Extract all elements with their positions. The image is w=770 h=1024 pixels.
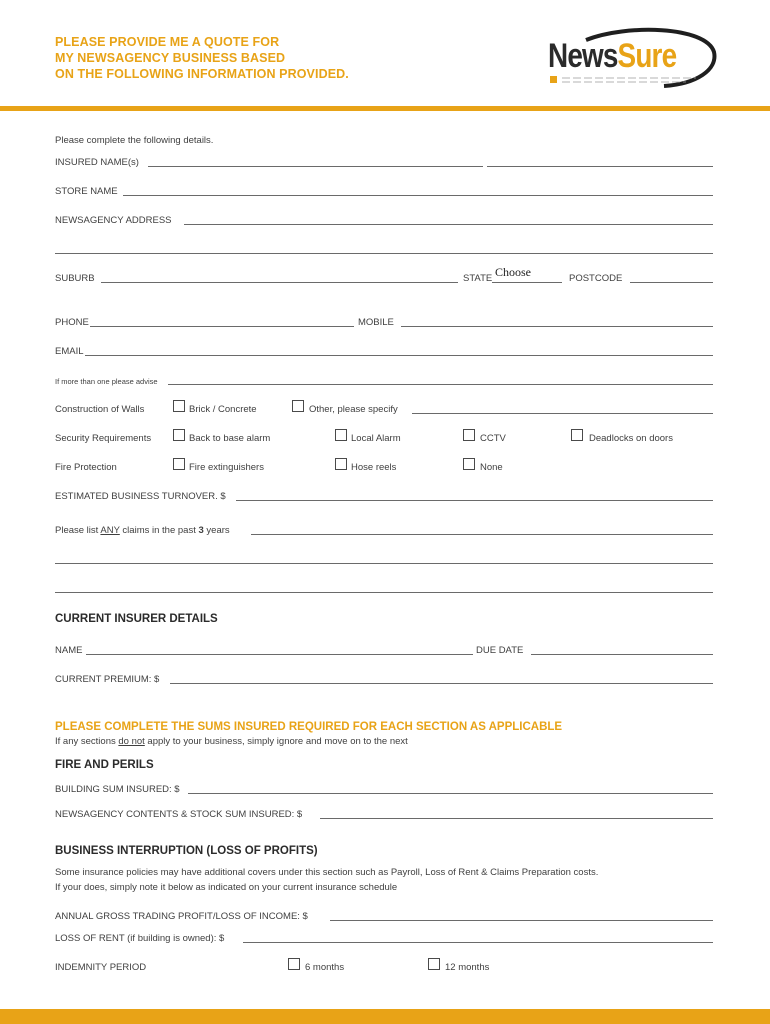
form-title [55,34,349,82]
phone-field[interactable] [90,326,354,327]
insured-names-label: INSURED NAME(s) [55,157,139,168]
email-note: If more than one please advise [55,377,158,386]
state-select-value[interactable]: Choose [495,265,531,279]
insured-names-field-2[interactable] [487,166,713,167]
email-label: EMAIL [55,346,84,357]
hose-reels-label: Hose reels [351,462,397,473]
postcode-field[interactable] [630,282,713,283]
twelve-months-label: 12 months [445,962,490,973]
building-sum-field[interactable] [188,793,713,794]
local-alarm-label: Local Alarm [351,433,401,444]
construction-label: Construction of Walls [55,404,145,415]
insurer-name-label: NAME [55,645,83,656]
gross-profit-field[interactable] [330,920,713,921]
email-extra-field[interactable] [168,384,713,385]
intro-text: Please complete the following details. [55,135,214,146]
address-label: NEWSAGENCY ADDRESS [55,215,172,226]
fire-perils-heading: FIRE AND PERILS [55,759,154,771]
bi-note-2: If your does, simply note it below as indicated on your current insurance schedule [55,882,398,893]
claims-label [55,525,230,536]
logo-sure-text: Sure [617,37,677,75]
turnover-label: ESTIMATED BUSINESS TURNOVER. $ [55,491,226,502]
cctv-label: CCTV [480,433,506,444]
address-field-1[interactable] [184,224,713,225]
header-divider [0,106,770,111]
claims-suffix: years [203,525,230,536]
postcode-label: POSTCODE [569,273,623,284]
phone-label: PHONE [55,317,89,328]
claims-years-number: 3 [198,525,204,536]
claims-prefix: Please list [55,525,101,536]
title-line-3: ON THE FOLLOWING INFORMATION PROVIDED. [55,67,349,81]
sums-note-suffix: apply to your business, simply ignore and move on to the next [144,736,408,747]
sums-note-prefix: If any sections [55,736,119,747]
indemnity-period-label: INDEMNITY PERIOD [55,962,147,973]
fire-extinguishers-checkbox[interactable] [173,458,185,470]
store-name-field[interactable] [123,195,713,196]
sums-insured-heading: PLEASE COMPLETE THE SUMS INSURED REQUIRED FOR EACH SECTION AS APPLICABLE [55,721,563,733]
gross-profit-label: ANNUAL GROSS TRADING PROFIT/LOSS OF INCOME: $ [55,911,308,922]
six-months-label: 6 months [305,962,345,973]
sums-insured-note [55,736,408,747]
deadlocks-label: Deadlocks on doors [589,433,673,444]
building-sum-label: BUILDING SUM INSURED: $ [55,784,180,795]
six-months-checkbox[interactable] [288,958,300,970]
footer-bar [0,1009,770,1024]
title-line-1: PLEASE PROVIDE ME A QUOTE FOR [55,35,280,49]
title-line-2: MY NEWSAGENCY BUSINESS BASED [55,51,286,65]
business-interruption-heading: BUSINESS INTERRUPTION (LOSS OF PROFITS) [55,845,318,857]
fire-protection-label: Fire Protection [55,462,117,473]
state-select[interactable] [492,282,562,283]
insurer-name-field[interactable] [86,654,473,655]
cctv-checkbox[interactable] [463,429,475,441]
premium-field[interactable] [170,683,713,684]
due-date-field[interactable] [531,654,713,655]
email-field[interactable] [85,355,713,356]
mobile-label: MOBILE [358,317,394,328]
fire-extinguishers-label: Fire extinguishers [189,462,264,473]
claims-field-2[interactable] [55,563,713,564]
loss-of-rent-label: LOSS OF RENT (if building is owned): $ [55,933,225,944]
insured-names-field-1[interactable] [148,166,483,167]
bi-note-1: Some insurance policies may have additional covers under this section such as Payroll, Loss of Rent & Claims Preparation costs. [55,867,599,878]
local-alarm-checkbox[interactable] [335,429,347,441]
newssure-logo [546,26,718,92]
logo-news-text: News [548,37,618,75]
back-to-base-alarm-checkbox[interactable] [173,429,185,441]
due-date-label: DUE DATE [476,645,524,656]
loss-of-rent-field[interactable] [243,942,713,943]
store-name-label: STORE NAME [55,186,118,197]
other-walls-checkbox[interactable] [292,400,304,412]
claims-field-1[interactable] [251,534,713,535]
address-field-2[interactable] [55,253,713,254]
premium-label: CURRENT PREMIUM: $ [55,674,160,685]
other-walls-field[interactable] [412,413,713,414]
brick-concrete-checkbox[interactable] [173,400,185,412]
none-checkbox[interactable] [463,458,475,470]
state-label: STATE [463,273,493,284]
suburb-label: SUBURB [55,273,95,284]
other-walls-label: Other, please specify [309,404,398,415]
turnover-field[interactable] [236,500,713,501]
claims-middle: claims in the past [119,525,199,536]
mobile-field[interactable] [401,326,713,327]
current-insurer-heading: CURRENT INSURER DETAILS [55,613,218,625]
back-to-base-alarm-label: Back to base alarm [189,433,271,444]
suburb-field[interactable] [101,282,458,283]
none-label: None [480,462,503,473]
claims-any: ANY [100,525,120,536]
claims-field-3[interactable] [55,592,713,593]
contents-sum-label: NEWSAGENCY CONTENTS & STOCK SUM INSURED: $ [55,809,303,820]
twelve-months-checkbox[interactable] [428,958,440,970]
security-label: Security Requirements [55,433,152,444]
deadlocks-checkbox[interactable] [571,429,583,441]
brick-concrete-label: Brick / Concrete [189,404,257,415]
contents-sum-field[interactable] [320,818,713,819]
hose-reels-checkbox[interactable] [335,458,347,470]
sums-note-underlined: do not [118,736,145,747]
